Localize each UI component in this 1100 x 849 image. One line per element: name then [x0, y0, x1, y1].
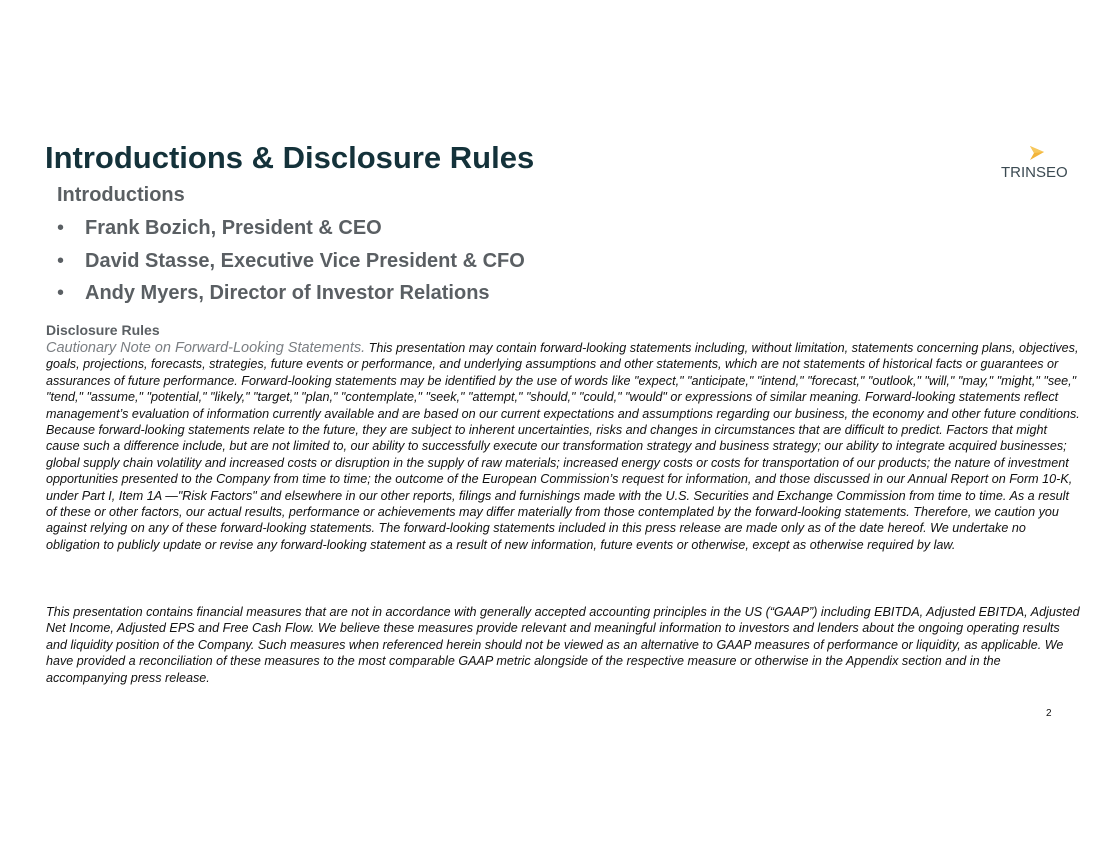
people-list: [57, 214, 525, 312]
list-item: [57, 247, 525, 280]
trinseo-chevron-icon: [1028, 145, 1046, 161]
cautionary-text: This presentation may contain forward-looking statements including, without limitation, statements concerning plans, objectives, goals, projections, forecasts, strategies, future events or performance, and underlying assumptions and other statements, which are not statements of historical facts or guarantees or assurances of future performance. Forward-looking statements may be identified by the use of words like "expect," "anticipate," "intend," "forecast," "outlook," "will," "may," "might," "see," "tend," "assume," "potential," "likely," "target," "plan," "contemplate," "seek," "attempt," "should," "could," "would" or expressions of similar meaning. Forward-looking statements reflect management’s evaluation of information currently available and are based on our current expectations and assumptions regarding our business, the economy and other future conditions. Because forward-looking statements relate to the future, they are subject to inherent uncertainties, risks and changes in circumstances that are difficult to predict. Factors that might cause such a difference include, but are not limited to, our ability to successfully execute our transformation strategy and business strategy; our ability to integrate acquired businesses; global supply chain volatility and increased costs or disruption in the supply of raw materials; increased energy costs or costs for transportation of our products; the nature of investment opportunities presented to the Company from time to time; the outcome of the European Commission’s request for information, and those discussed in our Annual Report on Form 10-K, under Part I, Item 1A —"Risk Factors" and elsewhere in our other reports, filings and furnishings made with the U.S. Securities and Exchange Commission from time to time. As a result of these or other factors, our actual results, performance or achievements may differ materially from those contemplated by the forward-looking statements. Therefore, we caution you against relying on any of these forward-looking statements. The forward-looking statements included in this press release are made only as of the date hereof. We undertake no obligation to publicly update or revise any forward-looking statement as a result of new information, future events or otherwise, except as otherwise required by law.: [46, 341, 1080, 552]
slide-title: Introductions & Disclosure Rules: [45, 140, 535, 175]
cautionary-paragraph: [46, 340, 1082, 553]
bullet-icon: •: [57, 249, 65, 272]
list-item: [57, 214, 525, 247]
cautionary-label: Cautionary Note on Forward-Looking Statements.: [46, 340, 366, 356]
person-name-title: Frank Bozich, President & CEO: [85, 217, 382, 239]
person-name-title: Andy Myers, Director of Investor Relations: [85, 282, 490, 304]
bullet-icon: •: [57, 282, 65, 304]
page-number: 2: [1046, 708, 1052, 719]
non-gaap-paragraph: This presentation contains financial measures that are not in accordance with generally accepted accounting principles in the US (“GAAP”) including EBITDA, Adjusted EBITDA, Adjusted Net Income, Adjusted EPS and Free Cash Flow. We believe these measures provide relevant and meaningful information to investors and lenders about the ongoing operating results and liquidity position of the Company. Such measures when referenced herein should not be viewed as an alternative to GAAP measures of performance or liquidity, as applicable. We have provided a reconciliation of these measures to the most comparable GAAP metric alongside of the respective measure or otherwise in the Appendix section and in the accompanying press release.: [46, 605, 1080, 685]
trinseo-logo: [998, 145, 1080, 185]
list-item: [57, 279, 525, 312]
logo-wordmark: TRINSEO: [1001, 164, 1068, 181]
introductions-heading: Introductions: [57, 184, 185, 206]
person-name-title: David Stasse, Executive Vice President & CFO: [85, 249, 525, 272]
disclosure-heading: Disclosure Rules: [46, 322, 160, 338]
bullet-icon: •: [57, 217, 65, 239]
